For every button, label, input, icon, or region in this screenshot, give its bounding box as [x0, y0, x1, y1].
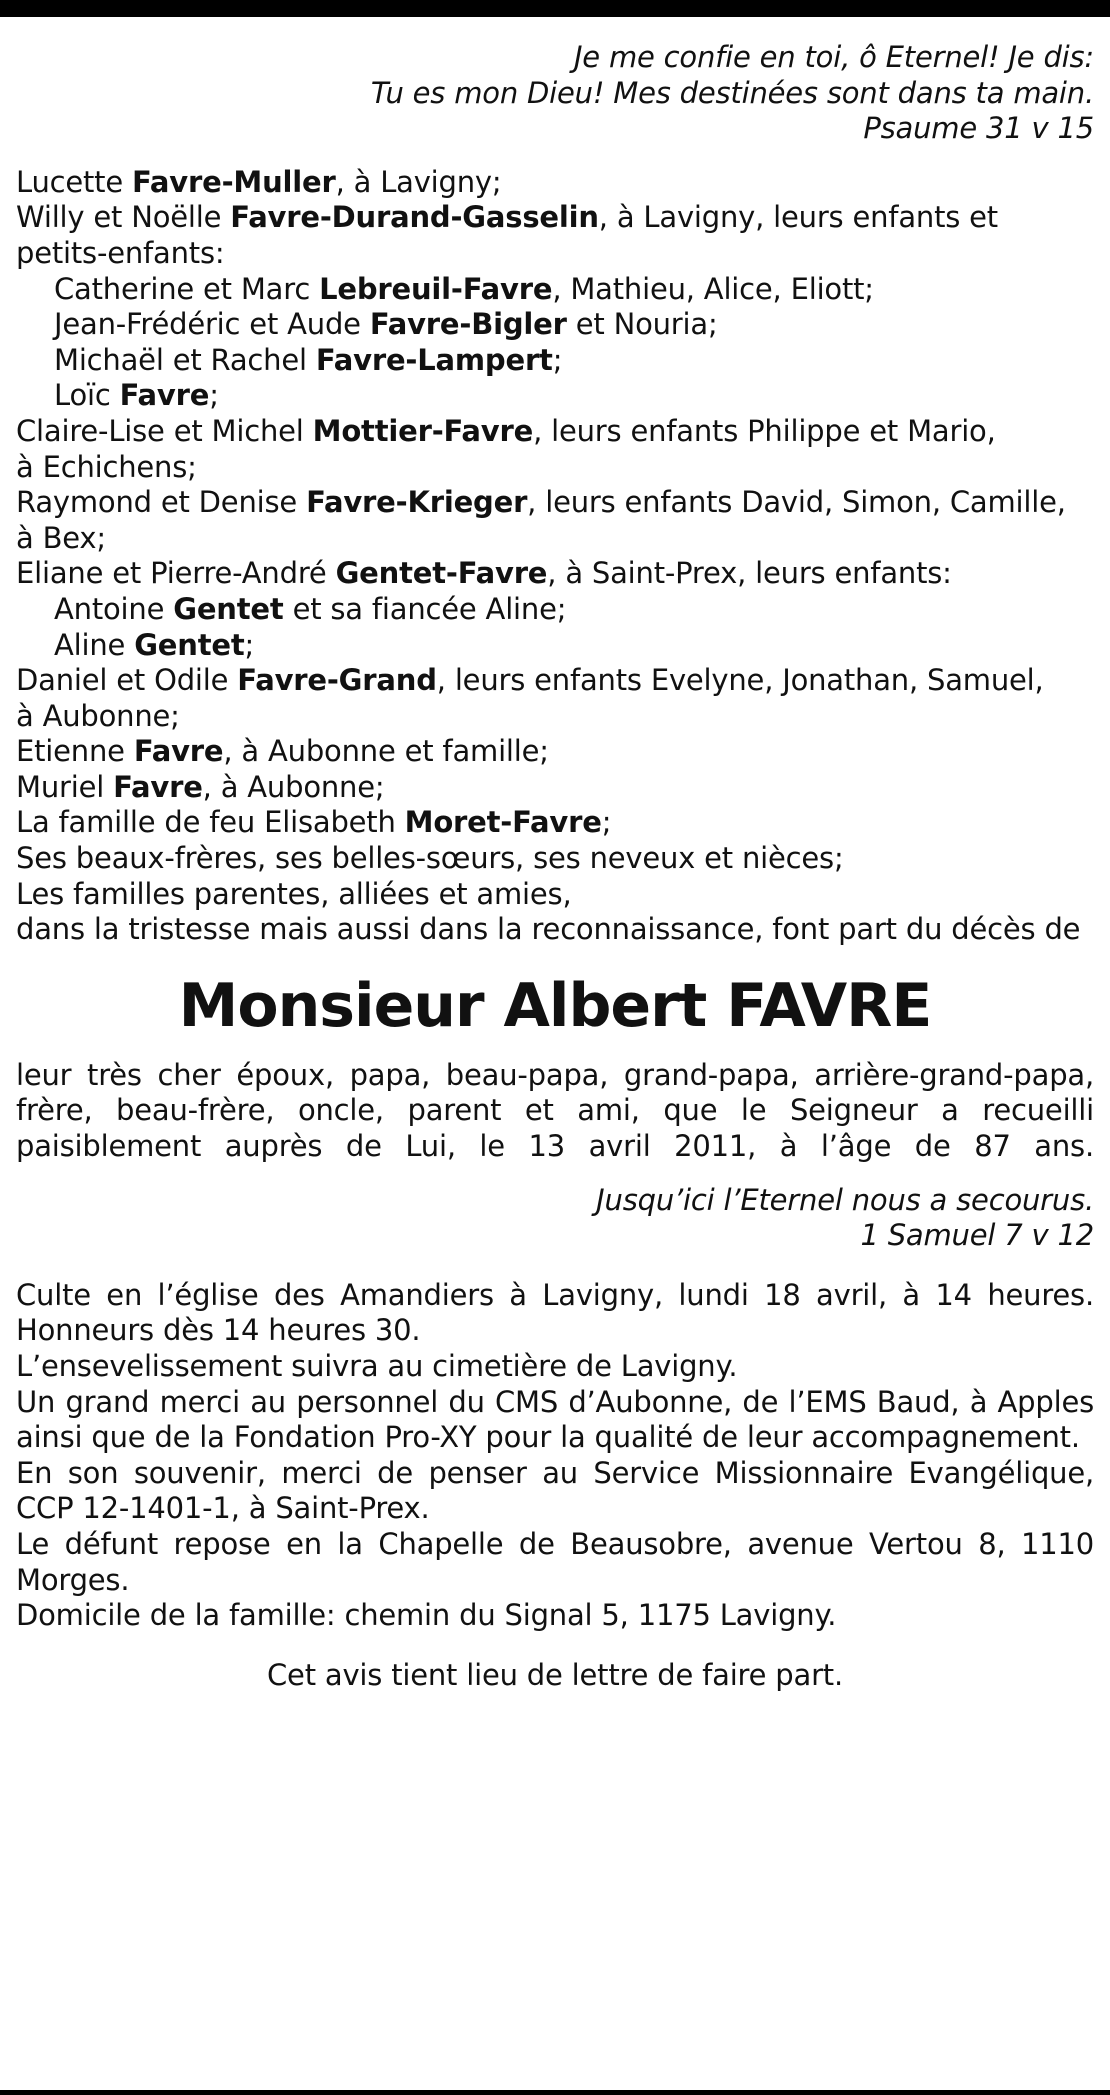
family-line: La famille de feu Elisabeth Moret-Favre; [16, 805, 612, 840]
detail-paragraph: L’ensevelissement suivra au cimetière de Lavigny. [16, 1349, 738, 1383]
detail-paragraph: Le défunt repose en la Chapelle de Beausobre, avenue Vertou 8, 1110 Morges. [16, 1526, 1094, 1597]
family-line: Jean-Frédéric et Aude Favre-Bigler et Nouria; [54, 307, 718, 342]
verse-reference: 1 Samuel 7 v 12 [860, 1218, 1094, 1253]
header-verse [16, 40, 1094, 147]
ceremony-details [16, 1278, 1094, 1634]
second-verse [16, 1183, 1094, 1254]
deceased-name: Monsieur Albert FAVRE [178, 970, 932, 1041]
family-line: Michaël et Rachel Favre-Lampert; [54, 342, 563, 377]
family-line: dans la tristesse mais aussi dans la reconnaissance, font part du décès de [16, 912, 1081, 947]
top-rule [0, 0, 1110, 17]
verse-line-2: Tu es mon Dieu! Mes destinées sont dans ta main. [370, 75, 1094, 110]
detail-paragraph: Domicile de la famille: chemin du Signal 5, 1175 Lavigny. [16, 1598, 837, 1633]
family-line: à Bex; [16, 520, 106, 555]
family-line: Muriel Favre, à Aubonne; [16, 769, 385, 804]
family-line: à Echichens; [16, 449, 197, 484]
detail-paragraph: En son souvenir, merci de penser au Service Missionnaire Evangélique, CCP 12-1401-1, à Saint-Prex. [16, 1455, 1094, 1526]
verse-line-1: Je me confie en toi, ô Eternel! Je dis: [573, 40, 1094, 74]
verse-line: Jusqu’ici l’Eternel nous a secourus. [596, 1182, 1094, 1217]
family-line: Loïc Favre; [54, 378, 219, 413]
bottom-rule [0, 2090, 1110, 2095]
family-line: Lucette Favre-Muller, à Lavigny; [16, 164, 502, 199]
family-line: à Aubonne; [16, 698, 180, 733]
family-line: petits-enfants: [16, 235, 225, 270]
detail-paragraph: Un grand merci au personnel du CMS d’Aubonne, de l’EMS Baud, à Apples ainsi que de la Fondation Pro-XY pour la qualité de leur accompagnement. [16, 1384, 1094, 1455]
family-line: Eliane et Pierre-André Gentet-Favre, à Saint-Prex, leurs enfants: [16, 556, 952, 591]
family-line: Daniel et Odile Favre-Grand, leurs enfants Evelyne, Jonathan, Samuel, [16, 663, 1044, 698]
closing-note: Cet avis tient lieu de lettre de faire part. [267, 1657, 843, 1692]
tribute-paragraph: leur très cher époux, papa, beau-papa, grand-papa, arrière-grand-papa, frère, beau-frère, oncle, parent et ami, que le Seigneur a recueilli paisiblement auprès de Lui, le 13 avril 2011, à l’âge de 87 ans. [16, 1057, 1094, 1164]
family-line: Claire-Lise et Michel Mottier-Favre, leurs enfants Philippe et Mario, [16, 413, 996, 448]
family-line: Raymond et Denise Favre-Krieger, leurs enfants David, Simon, Camille, [16, 485, 1066, 520]
family-list [16, 165, 1094, 948]
family-line: Catherine et Marc Lebreuil-Favre, Mathieu, Alice, Eliott; [54, 271, 874, 306]
family-line: Ses beaux-frères, ses belles-sœurs, ses neveux et nièces; [16, 841, 844, 876]
family-line: Les familles parentes, alliées et amies, [16, 876, 572, 911]
family-line: Etienne Favre, à Aubonne et famille; [16, 734, 549, 769]
family-line: Willy et Noëlle Favre-Durand-Gasselin, à Lavigny, leurs enfants et [16, 200, 998, 235]
detail-paragraph: Culte en l’église des Amandiers à Lavigny, lundi 18 avril, à 14 heures. Honneurs dès 14 heures 30. [16, 1277, 1094, 1348]
family-line: Aline Gentet; [54, 627, 255, 662]
notice-body [16, 40, 1094, 1693]
verse-reference: Psaume 31 v 15 [863, 111, 1094, 146]
family-line: Antoine Gentet et sa fiancée Aline; [54, 591, 567, 626]
